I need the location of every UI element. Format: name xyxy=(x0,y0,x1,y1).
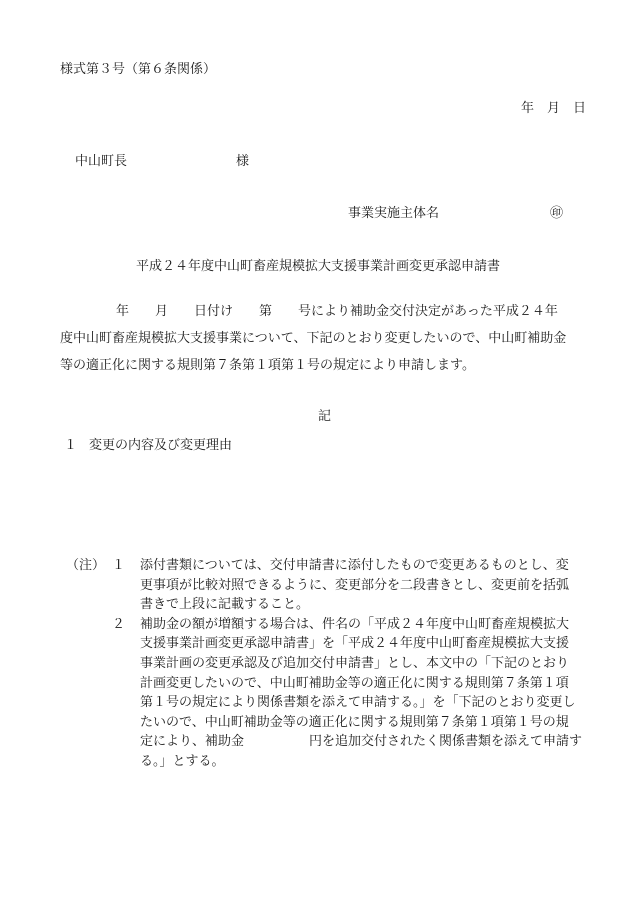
note-line: 添付書類については、交付申請書に添付したもので変更あるものとし、変 xyxy=(140,558,569,573)
note-line: たいので、中山町補助金等の適正化に関する規則第７条第１項第１号の規 xyxy=(140,714,569,730)
note-line: 支援事業計画変更承認申請書」を「平成２４年度中山町畜産規模拡大支援 xyxy=(140,636,570,652)
date-line: 年 月 日 xyxy=(521,101,587,116)
body-line: 等の適正化に関する規則第７条第１項第１号の規定により申請します。 xyxy=(60,358,475,373)
notes-marker: （注） xyxy=(66,558,106,573)
note-line: 補助金の額が増額する場合は、件名の「平成２４年度中山町畜産規模拡大 xyxy=(140,616,570,632)
note-line: 更事項が比較対照できるように、変更部分を二段書きとし、変更前を括弧 xyxy=(140,577,570,593)
seal-mark: ㊞ xyxy=(550,206,564,221)
addressee-honorific: 様 xyxy=(236,154,250,169)
note-line: 定により、補助金 円を追加交付されたく関係書類を添えて申請す xyxy=(140,734,583,750)
note-number: １ xyxy=(112,558,126,573)
document-title: 平成２４年度中山町畜産規模拡大支援事業計画変更承認申請書 xyxy=(136,259,501,274)
addressee-name: 中山町長 xyxy=(75,154,128,169)
note-number: ２ xyxy=(112,616,126,632)
note-line: る。」とする。 xyxy=(140,754,225,769)
body-line: 度中山町畜産規模拡大支援事業について、下記のとおり変更したいので、中山町補助金 xyxy=(60,331,567,346)
body-line: 年 月 日付け 第 号により補助金交付決定があった平成２４年 xyxy=(116,304,558,319)
item-number: １ xyxy=(64,438,78,453)
note-line: 書きで上段に記載すること。 xyxy=(140,597,310,613)
note-line: 事業計画の変更承認及び追加交付申請書」とし、本文中の「下記のとおり xyxy=(140,656,570,671)
form-label: 様式第３号（第６条関係） xyxy=(60,62,217,77)
note-line: 計画変更したいので、中山町補助金等の適正化に関する規則第７条第１項 xyxy=(140,675,569,691)
item-label: 変更の内容及び変更理由 xyxy=(89,438,233,453)
note-line: 第１号の規定により関係書類を添えて申請する。」を「下記のとおり変更し xyxy=(140,695,576,711)
body-paragraph xyxy=(60,298,578,379)
applicant-label: 事業実施主体名 xyxy=(348,206,440,221)
ki-heading: 記 xyxy=(318,409,332,424)
